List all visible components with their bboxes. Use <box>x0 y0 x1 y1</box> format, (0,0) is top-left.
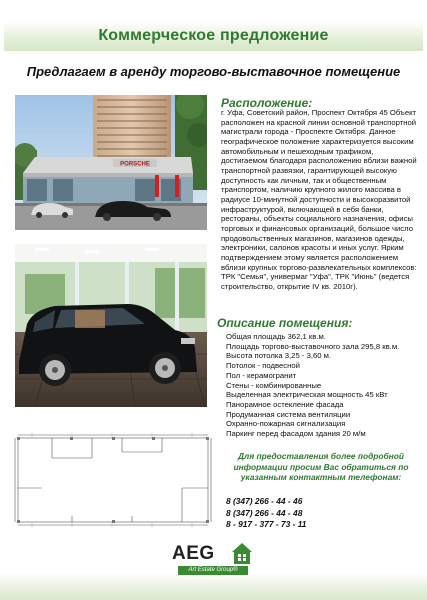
list-item: Выделенная электрическая мощность 45 кВт <box>226 390 388 400</box>
title-banner <box>4 21 423 51</box>
list-item: Потолок - подвесной <box>226 361 300 371</box>
phone-list <box>226 496 306 531</box>
location-title: Расположение: <box>221 96 313 110</box>
list-item: Стены - комбинированные <box>226 380 322 390</box>
logo-tagline: Art Estate Group® <box>178 566 248 575</box>
contact-note: Для предоставления более подробной информации просим Вас обратиться по указанным контактным телефонам: <box>233 451 409 482</box>
list-item: Пол - керамогранит <box>226 370 297 380</box>
headline: Предлагаем в аренду торгово-выставочное помещение <box>26 64 401 79</box>
company-logo <box>172 541 258 577</box>
phone-number: 8 - 917 - 377 - 73 - 11 <box>226 519 307 529</box>
building-photo <box>15 95 207 230</box>
showroom-photo <box>15 244 207 407</box>
phone-number: 8 (347) 266 - 44 - 46 <box>226 496 303 506</box>
showroom-sign: PORSCHE <box>120 161 150 168</box>
description-list <box>226 332 426 439</box>
floor-plan <box>12 428 214 531</box>
banner-title: Коммерческое предложение <box>98 27 329 44</box>
list-item: Общая площадь 362,1 кв.м. <box>226 332 326 341</box>
list-item: Площадь торгово-выставочного зала 295,8 кв.м. <box>226 341 400 351</box>
list-item: Высота потолка 3,25 - 3,60 м. <box>226 351 332 361</box>
list-item: Паркинг перед фасадом здания 20 м/м <box>226 429 366 439</box>
location-text <box>221 108 421 291</box>
logo-name: AEG <box>172 543 215 564</box>
list-item: Продуманная система вентиляции <box>226 409 351 419</box>
location-paragraph: г. Уфа, Советский район, Проспект Октября 45 Объект расположен на красной линии основной транспортной магистрали города - Проспекте Октября. Данное географическое положение характеризуется высоким автомобильным и пешеходным трафиком, достигаемом благодаря расположению вблизи важной транспортной развязки, гарантирующей высокую доступность как личным, так и общественным транспортом, наличию крупного жилого массива в радиусе 10-минутной доступности и высокоразвитой инфраструктурой, включающей в себя банки, рестораны, объекты социального назначения, офисы торговых и финансовых организаций, большое число продовольственных магазинов, магазинов одежды, электроники, салонов красоты и иных услуг. Ярким подтверждением этому является расположением вблизи крупных торгово-развлекательных комплексов: ТРК "Семья", универмаг "Уфа", ТРК "Июнь" (ведется строительство, открытие IV кв. 2010г). <box>221 108 417 291</box>
description-title: Описание помещения: <box>217 316 353 330</box>
list-item: Охранно-пожарная сигнализация <box>226 419 346 429</box>
house-icon <box>230 541 254 565</box>
phone-number: 8 (347) 266 - 44 - 48 <box>226 507 303 518</box>
footer-band <box>0 573 427 600</box>
list-item: Панорамное остекление фасада <box>226 399 344 409</box>
